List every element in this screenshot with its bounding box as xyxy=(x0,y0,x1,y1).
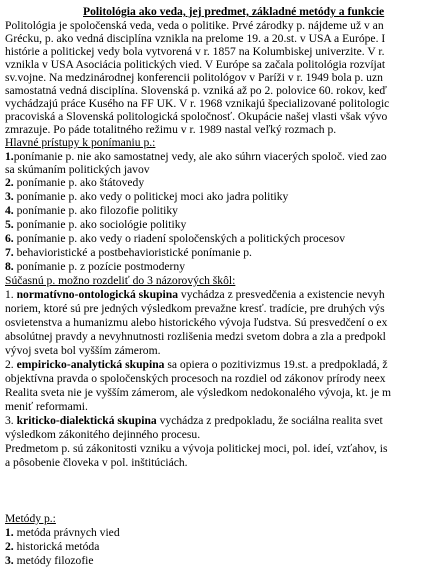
method-item xyxy=(5,526,120,539)
school-line: Realita sveta nie je vyšším zámerom, ale výsledkom nedokonalého vývoja, kt. je m xyxy=(5,386,392,399)
item-text: ponímanie p. nie ako samostatnej vedy, ale ako súhrn viacerých spoloč. vied zao xyxy=(13,150,387,163)
item-number: 5. xyxy=(5,218,14,231)
intro-line: zmrazuje. Po páde totalitného režimu v r. 1989 nastal veľký rozmach p. xyxy=(5,123,337,136)
intro-line: samostatná vedná disciplína. Slovenská p. vzniká až po 2. polovice 60. rokov, keď xyxy=(5,84,387,97)
item-number: 8. xyxy=(5,260,14,273)
method-item xyxy=(5,540,99,553)
approach-item xyxy=(5,176,144,189)
approach-item xyxy=(5,218,186,231)
approach-item xyxy=(5,204,178,217)
approach-item-continuation xyxy=(5,163,150,176)
item-number: 2. xyxy=(5,176,14,189)
school-line: výsledkom zákonitého dejinného procesu. xyxy=(5,428,201,441)
item-number: 4. xyxy=(5,204,14,217)
school-line: a pôsobenie človeka v pol. inštitúciách. xyxy=(5,456,188,469)
school-item xyxy=(5,358,388,371)
intro-line: Grécku, p. ako vedná disciplína vznikla na prelome 19. a 20.st. v USA a Európe. I xyxy=(5,32,386,45)
item-number: 3. xyxy=(5,190,14,203)
school-line: absolútnej pravdy a nevyhnutnosti rozlišenia medzi svetom dobra a zla a predpokl xyxy=(5,330,386,343)
item-text: ponímanie p. ako vedy o riadení spoločenských a politických procesov xyxy=(16,232,346,245)
approach-item xyxy=(5,190,288,203)
school-item xyxy=(5,288,385,301)
intro-line: pracovisk​á a Slovenská politologická spoločnosť. Okupácie našej vlasti však vývo xyxy=(5,110,388,123)
item-number: 3. xyxy=(5,414,14,427)
approach-item xyxy=(5,260,185,273)
school-line: noriem, ktoré sú pre jedných výsledkom prevažne kresť. tradície, pre druhých výs xyxy=(5,302,385,315)
item-text: sa skúmaním politických javov xyxy=(5,163,150,176)
item-number: 6. xyxy=(5,232,14,245)
page-title: Politológia ako veda, jej predmet, základné metódy a funkcie xyxy=(83,5,385,18)
school-line: meniť reformami. xyxy=(5,400,88,413)
approach-item xyxy=(5,232,345,245)
item-text: historická metóda xyxy=(16,540,100,553)
school-text: vychádza z presvedčenia a existencie nevyh xyxy=(178,288,385,301)
item-text: ponímanie p. ako štátovedy xyxy=(16,176,145,189)
school-line: vývoj sveta bol vyšším zámerom. xyxy=(5,344,161,357)
method-item xyxy=(5,554,94,567)
intro-line: histórie a politickej vedy bola vytvorená v r. 1857 na Kolumbiskej univerzite. V r. xyxy=(5,45,385,58)
school-name: normatívno-ontologická skupina xyxy=(16,288,178,301)
school-text: vychádza z predpokladu, že sociálna realita svet xyxy=(156,414,383,427)
item-number: 7. xyxy=(5,246,14,259)
item-number: 2. xyxy=(5,358,14,371)
item-text: metódy filozofie xyxy=(16,554,94,567)
methods-heading: Metódy p.: xyxy=(5,512,56,525)
item-text: behavioristické a postbehavioristické ponímanie p. xyxy=(16,246,252,259)
school-name: kriticko-dialektická skupina xyxy=(16,414,157,427)
intro-line: Politológia je spoločenská veda, veda o politike. Prvé zárodky p. nájdeme už v an xyxy=(5,19,384,32)
intro-line: sv.vojne. Na medzinárodnej konferencii politológov v Paríži v r. 1949 bola p. uzn xyxy=(5,71,383,84)
item-text: ponímanie p. z pozície postmoderny xyxy=(16,260,185,273)
school-item xyxy=(5,414,383,427)
schools-heading: Súčasnú p. možno rozdeliť do 3 názorových škôl: xyxy=(5,274,236,287)
intro-line: vznikla v USA Asociácia politických vied. V Európe sa začala politológia rozvíjat xyxy=(5,58,386,71)
item-number: 3. xyxy=(5,554,14,567)
item-text: ponímanie p. ako filozofie politiky xyxy=(16,204,178,217)
item-number: 1. xyxy=(5,526,14,539)
item-text: ponímanie p. ako vedy o politickej moci ako jadra politiky xyxy=(16,190,289,203)
school-line: objektívna pravda o spoločenských procesoch na rozdiel od zákonov prírody neex xyxy=(5,372,386,385)
intro-line: vychádzajú práce Kusého na FF UK. V r. 1968 vznikajú špecializované politologic xyxy=(5,97,390,110)
item-text: ponímanie p. ako sociológie politiky xyxy=(16,218,187,231)
approach-item xyxy=(5,246,252,259)
item-number: 2. xyxy=(5,540,14,553)
approach-item xyxy=(5,150,387,163)
school-line: osvietenstva a humanizmu alebo historického vývoja ľudstva. Sú presvedčení o ex xyxy=(5,316,388,329)
approaches-heading: Hlavné prístupy k ponímaniu p.: xyxy=(5,136,156,149)
school-name: empiricko-analytická skupina xyxy=(16,358,165,371)
item-text: metóda právnych vied xyxy=(16,526,120,539)
item-number: 1. xyxy=(5,150,14,163)
school-line: Predmetom p. sú zákonitosti vzniku a vývoja politickej moci, pol. ideí, vzťahov, is xyxy=(5,442,388,455)
school-text: sa opiera o pozitivizmus 19.st. a predpokladá, ž xyxy=(164,358,388,371)
item-number: 1. xyxy=(5,288,14,301)
